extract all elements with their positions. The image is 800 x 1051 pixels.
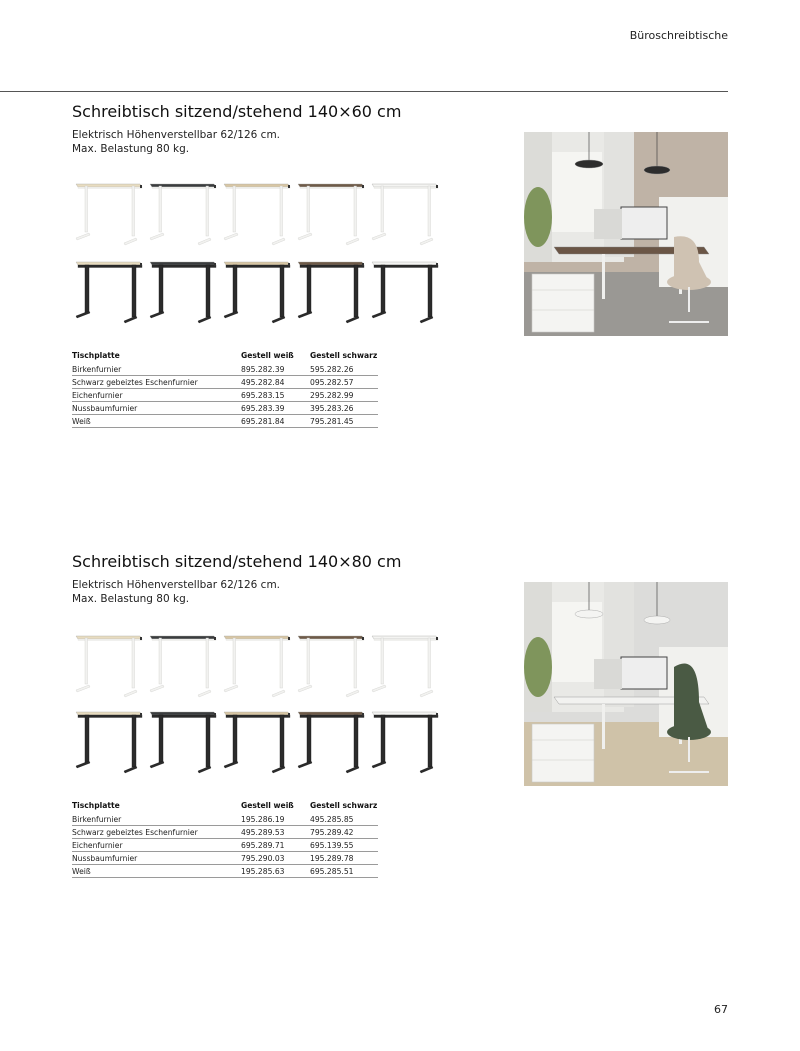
desk-variant-white-frame <box>146 630 220 700</box>
article-no-black: 795.289.42 <box>310 826 378 839</box>
article-no-black: 595.282.26 <box>310 363 378 376</box>
height-spec: Elektrisch Höhenverstellbar 62/126 cm. <box>72 579 281 591</box>
desk-variant-black-frame <box>146 706 220 776</box>
desk-variants-grid <box>72 630 442 776</box>
desk-variant-black-frame <box>294 706 368 776</box>
desk-variant-black-frame <box>146 256 220 326</box>
tabletop-name: Nussbaumfurnier <box>72 852 241 865</box>
desk-variant-white-frame <box>294 630 368 700</box>
height-spec: Elektrisch Höhenverstellbar 62/126 cm. <box>72 129 281 141</box>
table-row <box>72 826 378 839</box>
tabletop-name: Eichenfurnier <box>72 839 241 852</box>
tabletop-name: Schwarz gebeiztes Eschenfurnier <box>72 826 241 839</box>
table-row <box>72 839 378 852</box>
article-no-black: 695.285.51 <box>310 865 378 878</box>
desk-variant-black-frame <box>220 706 294 776</box>
article-no-black: 795.281.45 <box>310 415 378 428</box>
article-no-black: 195.289.78 <box>310 852 378 865</box>
tabletop-name: Birkenfurnier <box>72 813 241 826</box>
room-illustration <box>524 582 728 786</box>
header-divider <box>0 91 728 92</box>
tabletop-name: Birkenfurnier <box>72 363 241 376</box>
article-no-white: 795.290.03 <box>241 852 310 865</box>
room-illustration <box>524 132 728 336</box>
room-photo-walnut-desk <box>524 132 728 336</box>
article-no-white: 695.283.39 <box>241 402 310 415</box>
article-no-white: 895.282.39 <box>241 363 310 376</box>
white-frame-row <box>72 630 442 700</box>
tabletop-name: Weiß <box>72 415 241 428</box>
article-no-white: 695.281.84 <box>241 415 310 428</box>
article-no-black: 295.282.99 <box>310 389 378 402</box>
col-header-white-frame: Gestell weiß <box>241 801 294 810</box>
desk-variant-black-frame <box>72 706 146 776</box>
product-section-140x80 <box>72 552 732 876</box>
load-spec: Max. Belastung 80 kg. <box>72 142 190 155</box>
black-frame-row <box>72 256 442 326</box>
col-header-black-frame: Gestell schwarz <box>310 801 378 810</box>
article-no-black: 695.139.55 <box>310 839 378 852</box>
desk-variant-black-frame <box>294 256 368 326</box>
section-title: Schreibtisch sitzend/stehend 140×60 cm <box>72 102 402 121</box>
desk-variant-white-frame <box>146 178 220 248</box>
table-row <box>72 402 378 415</box>
section-category: Büroschreibtische <box>629 29 728 42</box>
article-number-table <box>72 800 378 878</box>
desk-variant-white-frame <box>72 630 146 700</box>
room-photo-white-desk <box>524 582 728 786</box>
tabletop-name: Nussbaumfurnier <box>72 402 241 415</box>
col-header-tabletop: Tischplatte <box>72 801 120 810</box>
tabletop-name: Eichenfurnier <box>72 389 241 402</box>
article-no-black: 495.285.85 <box>310 813 378 826</box>
desk-variant-black-frame <box>72 256 146 326</box>
article-no-white: 495.289.53 <box>241 826 310 839</box>
article-no-white: 195.286.19 <box>241 813 310 826</box>
article-no-black: 095.282.57 <box>310 376 378 389</box>
desk-variant-white-frame <box>72 178 146 248</box>
desk-variant-white-frame <box>368 630 442 700</box>
article-no-white: 195.285.63 <box>241 865 310 878</box>
table-row <box>72 376 378 389</box>
section-title: Schreibtisch sitzend/stehend 140×80 cm <box>72 552 402 571</box>
tabletop-name: Schwarz gebeiztes Eschenfurnier <box>72 376 241 389</box>
table-row <box>72 813 378 826</box>
article-no-black: 395.283.26 <box>310 402 378 415</box>
tabletop-name: Weiß <box>72 865 241 878</box>
article-number-table <box>72 350 378 428</box>
col-header-black-frame: Gestell schwarz <box>310 351 378 360</box>
table-row <box>72 363 378 376</box>
desk-variant-white-frame <box>220 630 294 700</box>
col-header-white-frame: Gestell weiß <box>241 351 294 360</box>
desk-variant-black-frame <box>368 256 442 326</box>
article-no-white: 695.289.71 <box>241 839 310 852</box>
table-row <box>72 852 378 865</box>
col-header-tabletop: Tischplatte <box>72 351 120 360</box>
desk-variant-white-frame <box>368 178 442 248</box>
table-row <box>72 415 378 428</box>
page-number: 67 <box>714 1003 728 1016</box>
desk-variant-white-frame <box>220 178 294 248</box>
article-no-white: 495.282.84 <box>241 376 310 389</box>
desk-variant-white-frame <box>294 178 368 248</box>
white-frame-row <box>72 178 442 248</box>
black-frame-row <box>72 706 442 776</box>
desk-variant-black-frame <box>220 256 294 326</box>
desk-variants-grid <box>72 178 442 326</box>
load-spec: Max. Belastung 80 kg. <box>72 592 190 605</box>
product-section-140x60 <box>72 102 732 426</box>
table-row <box>72 865 378 878</box>
desk-variant-black-frame <box>368 706 442 776</box>
table-row <box>72 389 378 402</box>
article-no-white: 695.283.15 <box>241 389 310 402</box>
